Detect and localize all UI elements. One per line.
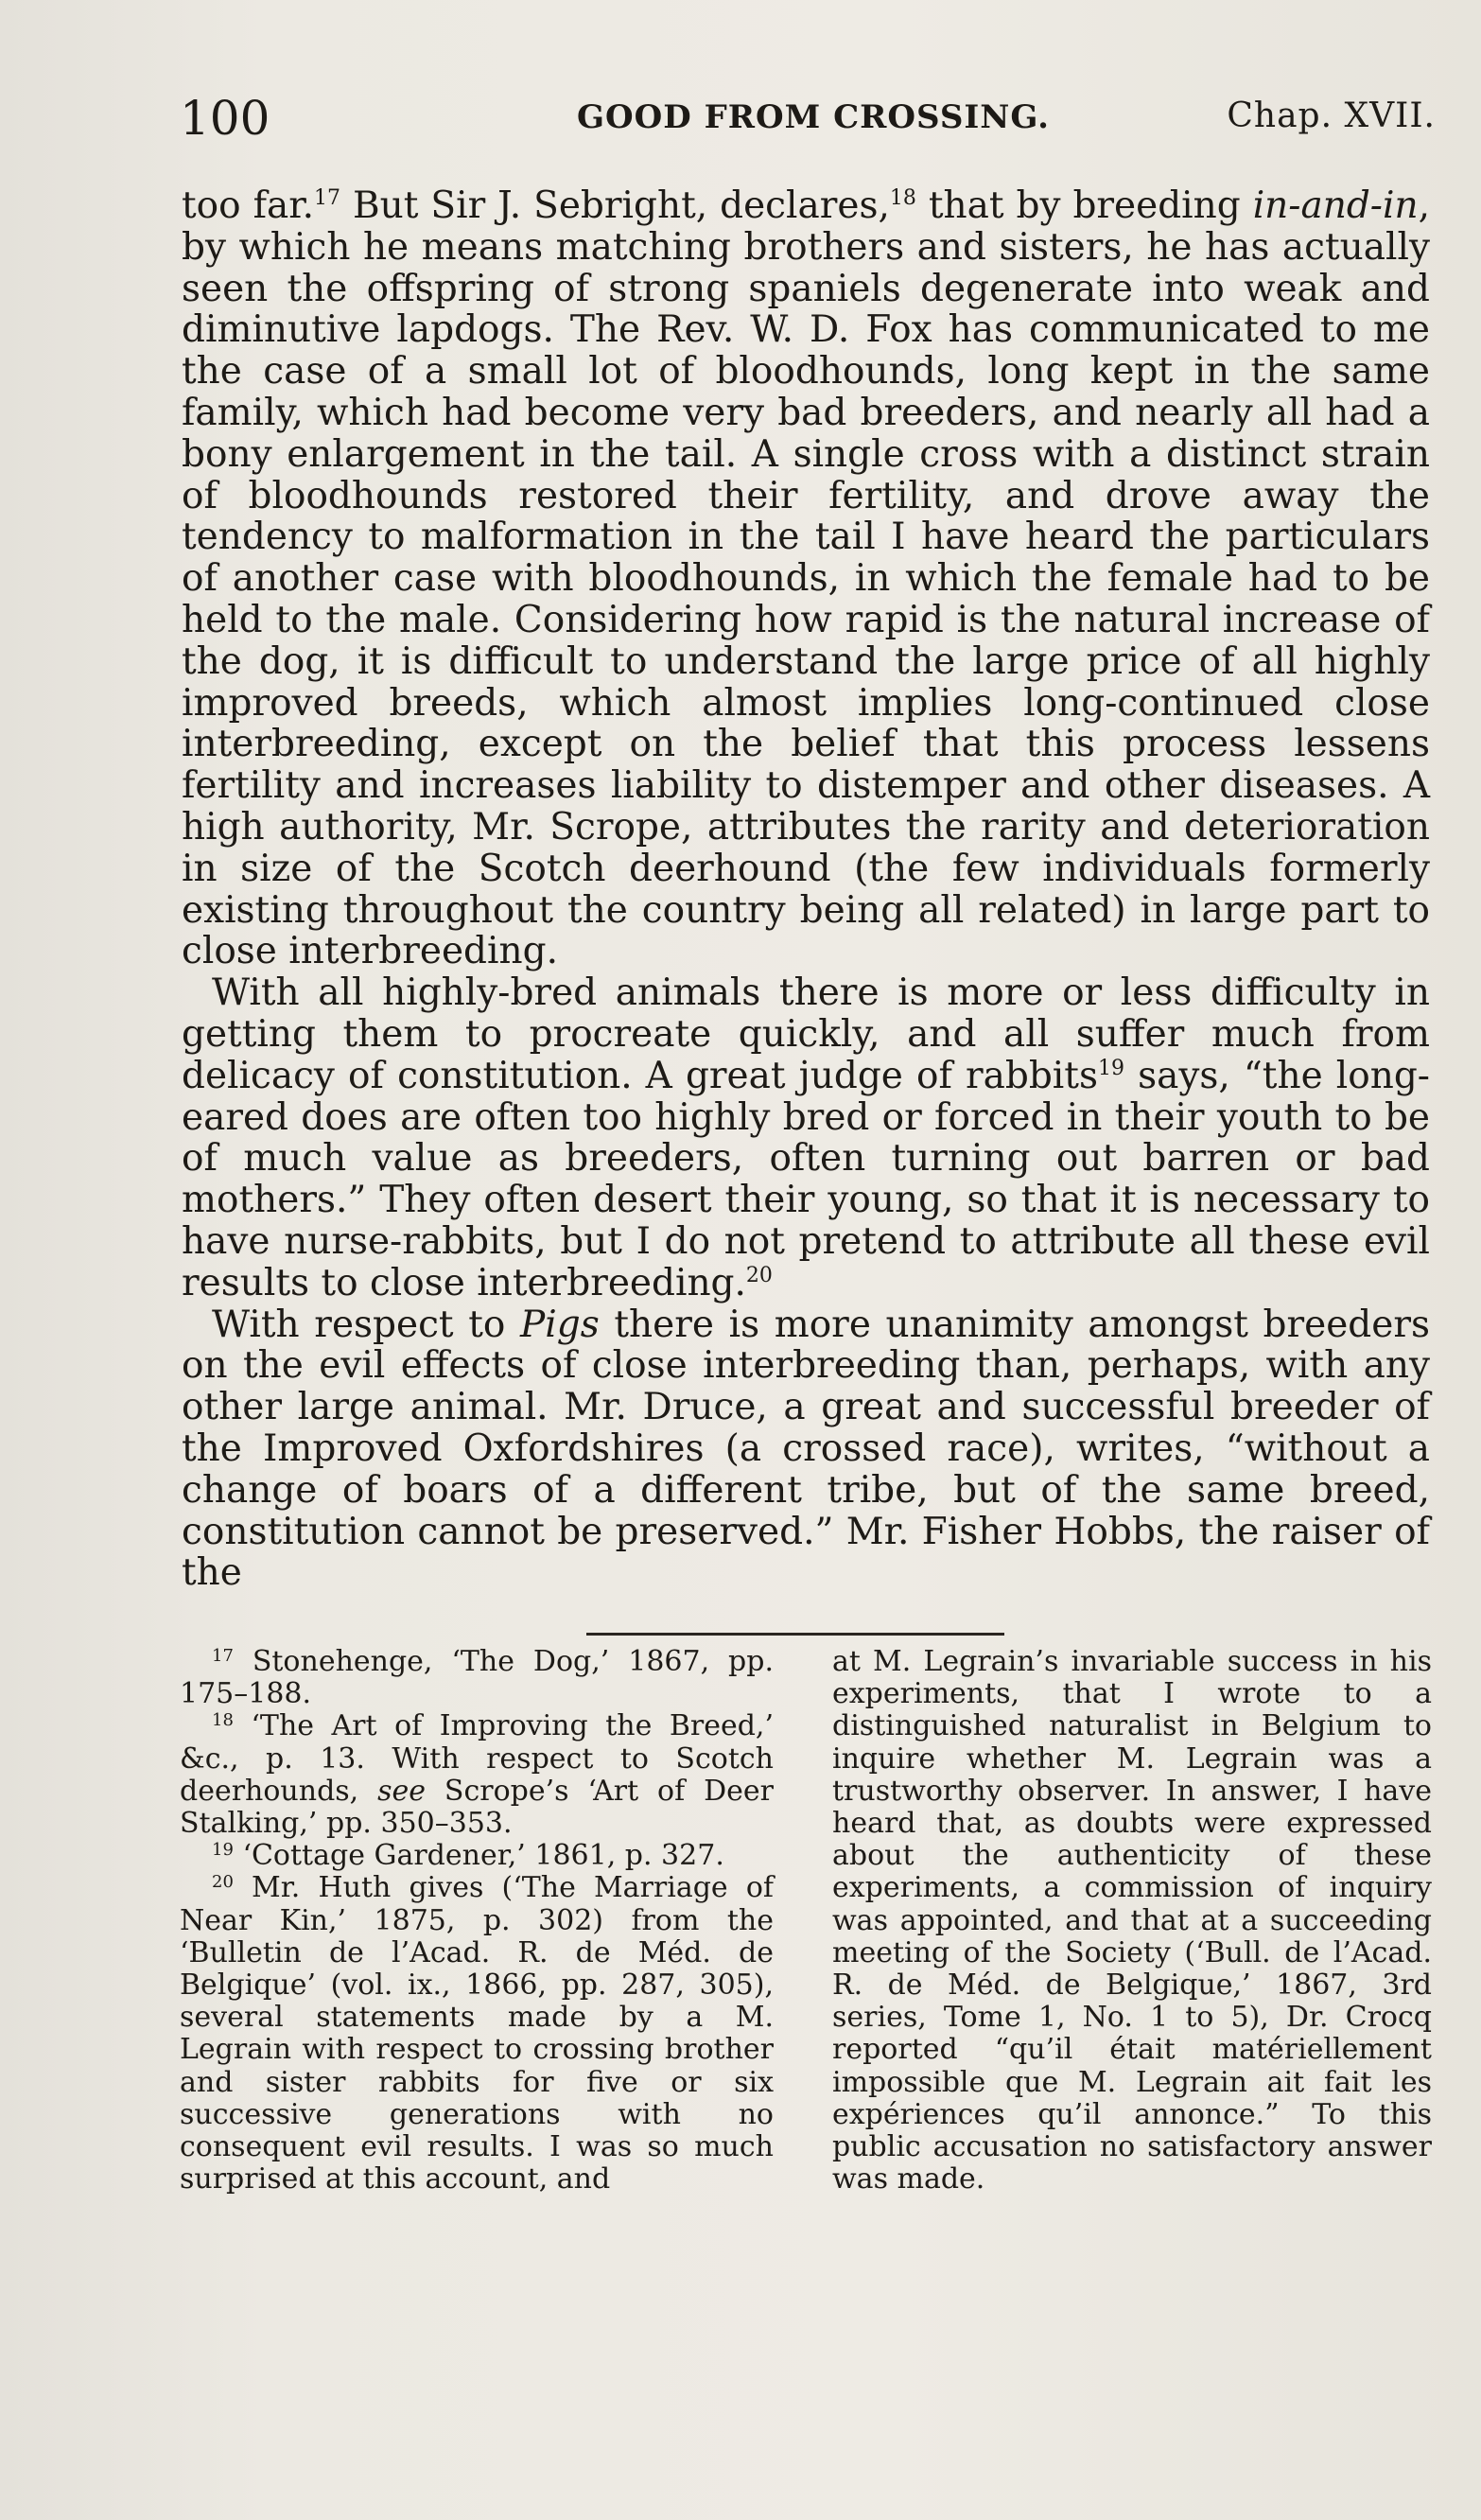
paragraph-2 [182, 972, 1430, 1304]
footnote-20 [180, 1872, 774, 2196]
footnote-text: ‘Cottage Gardener,’ 1861, p. 327. [233, 1839, 724, 1873]
text-run: With all highly-bred animals there is more or less difficulty in getting them to procreate quickly, and all suffer much from delicacy of constitution. A great judge of rabbits [182, 971, 1430, 1097]
footnote-17 [180, 1646, 774, 1710]
page-number: 100 [180, 91, 270, 146]
text-run: , by which he means matching brothers and sisters, he has actually seen the offspring of strong spaniels degenerate into weak and diminutive lapdogs. The Rev. W. D. Fox has communicated to me the case of a small lot of bloodhounds, long kept in the same family, which had become very bad breeders, and nearly all had a bony enlargement in the tail. A single cross with a distinct strain of bloodhounds restored their fertility, and drove away the tendency to malformation in the tail I have heard the particulars of another case with bloodhounds, in which the female had to be held to the male. Considering how rapid is the natural increase of the dog, it is difficult to understand the large price of all highly improved breeds, which almost implies long-continued close interbreeding, except on the belief that this process lessens fertility and increases liability to distemper and other diseases. A high authority, Mr. Scrope, attributes the rarity and deterioration in size of the Scotch deerhound (the few individuals formerly existing throughout the country being all related) in large part to close interbreeding. [182, 184, 1430, 973]
main-text [182, 185, 1430, 1594]
footnote-19 [180, 1840, 774, 1872]
page-header [180, 91, 1436, 157]
footnote-text: ‘The Art of Improving the Breed,’ &c., p. 13. With respect to Scotch deerhounds, [180, 1709, 774, 1808]
footnote-ref-20: 20 [745, 1263, 773, 1287]
footnote-number: 17 [212, 1646, 234, 1666]
text-run: there is more unanimity amongst breeders on the evil effects of close interbreeding than, perhaps, with any other large animal. Mr. Druce, a great and successful breeder of the Improved Oxfordshires (a crossed race), writes, “without a change of boars of a different tribe, but of the same breed, constitution cannot be preserved.” Mr. Fisher Hobbs, the raiser of the [182, 1303, 1430, 1595]
footnote-divider [586, 1633, 1004, 1636]
footnote-18 [180, 1710, 774, 1840]
chapter-label: Chap. XVII. [1227, 96, 1436, 135]
footnote-ref-18: 18 [889, 186, 916, 210]
footnote-ref-19: 19 [1097, 1056, 1124, 1080]
text-run: With respect to [212, 1303, 521, 1346]
footnote-ref-17: 17 [314, 186, 341, 210]
footnote-20-continued: at M. Legrain’s invariable success in his experiments, that I wrote to a distinguished naturalist in Belgium to inquire whether M. Legrain was a trustworthy observer. In answer, I have heard that, as doubts were expressed about the authenticity of these experiments, a commission of inquiry was appointed, and that at a succeeding meeting of the Society (‘Bull. de l’Acad. R. de Méd. de Belgique,’ 1867, 3rd series, Tome 1, No. 1 to 5), Dr. Crocq reported “qu’il était matériellement impossible que M. Legrain ait fait les expériences qu’il annonce.” To this public accusation no satisfactory answer was made. [832, 1645, 1432, 2196]
footnote-text: Mr. Huth gives (‘The Marriage of Near Kin,’ 1875, p. 302) from the ‘Bulletin de l’Acad. R. de Méd. de Belgique’ (vol. ix., 1866, pp. 287, 305), several statements made by a M. Legrain with respect to crossing brother and sister rabbits for five or six successive generations with no consequent evil results. I was so much surprised at this account, and [180, 1871, 774, 2196]
text-run: too far. [182, 184, 315, 227]
footnote-number: 19 [212, 1840, 234, 1861]
italic-term: Pigs [520, 1303, 600, 1346]
text-run: that by breeding [915, 184, 1253, 227]
footnote-number: 20 [212, 1872, 234, 1893]
footnotes-right-column [832, 1646, 1432, 2196]
italic-term: see [377, 1774, 427, 1808]
paragraph-1 [182, 185, 1430, 972]
text-run: says, “the long-eared does are often too highly bred or forced in their youth to be of much value as breeders, often turning out barren or bad mothers.” They often desert their young, so that it is necessary to have nurse-rabbits, but I do not pretend to attribute all these evil results to close interbreeding. [182, 1054, 1430, 1304]
italic-term: in-and-in [1252, 184, 1419, 227]
running-title: GOOD FROM CROSSING. [577, 98, 1051, 136]
paragraph-3 [182, 1304, 1430, 1595]
footnote-number: 18 [212, 1710, 234, 1731]
footnote-text: Scrope’s ‘Art of Deer Stalking,’ pp. 350–353. [180, 1774, 775, 1841]
footnote-text: Stonehenge, ‘The Dog,’ 1867, pp. 175–188. [180, 1645, 774, 1711]
footnotes-left-column [180, 1646, 774, 2196]
text-run: But Sir J. Sebright, declares, [340, 184, 890, 227]
